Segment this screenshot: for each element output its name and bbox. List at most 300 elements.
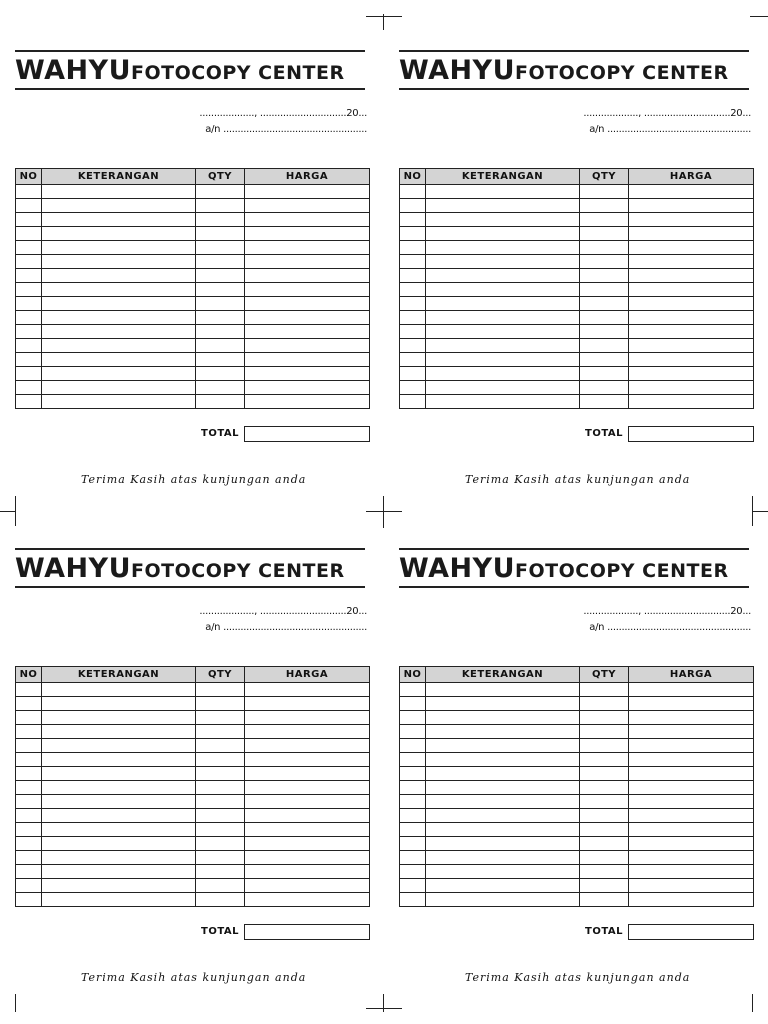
cell-harga bbox=[245, 851, 370, 865]
cell-qty bbox=[196, 753, 245, 767]
total-box bbox=[244, 924, 370, 940]
cell-keterangan bbox=[426, 395, 580, 409]
date-field: ..................., ..............................20... bbox=[583, 606, 751, 617]
col-header-keterangan: KETERANGAN bbox=[426, 169, 580, 185]
cell-qty bbox=[580, 697, 629, 711]
cell-harga bbox=[245, 213, 370, 227]
total-box bbox=[628, 924, 754, 940]
col-header-harga: HARGA bbox=[629, 667, 754, 683]
cell-qty bbox=[196, 241, 245, 255]
crop-mark bbox=[366, 16, 402, 17]
cell-qty bbox=[580, 851, 629, 865]
cell-no bbox=[16, 767, 42, 781]
cell-no bbox=[16, 241, 42, 255]
cell-harga bbox=[629, 781, 754, 795]
table-row bbox=[400, 851, 754, 865]
cell-qty bbox=[196, 697, 245, 711]
cell-keterangan bbox=[42, 781, 196, 795]
date-field: ..................., ..............................20... bbox=[199, 606, 367, 617]
table-row bbox=[16, 879, 370, 893]
cell-qty bbox=[196, 339, 245, 353]
cell-keterangan bbox=[426, 753, 580, 767]
shop-brand bbox=[15, 55, 345, 86]
cell-harga bbox=[245, 683, 370, 697]
cell-qty bbox=[196, 255, 245, 269]
cell-no bbox=[400, 851, 426, 865]
cell-harga bbox=[245, 311, 370, 325]
cell-qty bbox=[580, 823, 629, 837]
cell-no bbox=[400, 837, 426, 851]
cell-qty bbox=[196, 325, 245, 339]
table-row bbox=[400, 325, 754, 339]
cell-qty bbox=[196, 893, 245, 907]
cell-qty bbox=[196, 395, 245, 409]
header-rule-bottom bbox=[399, 88, 749, 90]
table-row bbox=[400, 879, 754, 893]
cell-qty bbox=[196, 185, 245, 199]
total-box bbox=[628, 426, 754, 442]
table-row bbox=[16, 711, 370, 725]
cell-harga bbox=[629, 851, 754, 865]
table-row bbox=[16, 199, 370, 213]
cell-qty bbox=[196, 767, 245, 781]
cell-qty bbox=[580, 269, 629, 283]
cell-qty bbox=[580, 227, 629, 241]
cell-no bbox=[16, 851, 42, 865]
cell-keterangan bbox=[426, 283, 580, 297]
cell-no bbox=[400, 255, 426, 269]
cell-qty bbox=[196, 227, 245, 241]
cell-no bbox=[400, 879, 426, 893]
cell-no bbox=[16, 879, 42, 893]
cell-harga bbox=[245, 395, 370, 409]
cell-qty bbox=[580, 283, 629, 297]
cell-keterangan bbox=[426, 381, 580, 395]
cell-keterangan bbox=[42, 753, 196, 767]
cell-no bbox=[16, 283, 42, 297]
cell-qty bbox=[196, 283, 245, 297]
table-row bbox=[16, 297, 370, 311]
cell-no bbox=[400, 739, 426, 753]
cell-harga bbox=[245, 297, 370, 311]
cell-no bbox=[400, 241, 426, 255]
cell-no bbox=[16, 823, 42, 837]
cell-keterangan bbox=[42, 865, 196, 879]
customer-name-field: a/n .................................................. bbox=[589, 124, 751, 135]
cell-qty bbox=[580, 711, 629, 725]
cell-keterangan bbox=[42, 851, 196, 865]
cell-keterangan bbox=[426, 809, 580, 823]
cell-keterangan bbox=[42, 353, 196, 367]
cell-qty bbox=[580, 367, 629, 381]
cell-harga bbox=[245, 837, 370, 851]
cell-no bbox=[400, 711, 426, 725]
cell-keterangan bbox=[42, 381, 196, 395]
cell-harga bbox=[629, 893, 754, 907]
table-row bbox=[400, 739, 754, 753]
cell-no bbox=[16, 227, 42, 241]
table-row bbox=[400, 753, 754, 767]
cell-qty bbox=[196, 213, 245, 227]
cell-qty bbox=[196, 311, 245, 325]
cell-keterangan bbox=[426, 837, 580, 851]
cell-qty bbox=[580, 725, 629, 739]
col-header-keterangan: KETERANGAN bbox=[42, 169, 196, 185]
cell-keterangan bbox=[42, 283, 196, 297]
date-field: ..................., ..............................20... bbox=[583, 108, 751, 119]
brand-rest: FOTOCOPY CENTER bbox=[131, 62, 345, 84]
cell-keterangan bbox=[426, 367, 580, 381]
cell-keterangan bbox=[42, 185, 196, 199]
table-row bbox=[400, 213, 754, 227]
thank-you-note: Terima Kasih atas kunjungan anda bbox=[465, 473, 691, 486]
cell-qty bbox=[580, 739, 629, 753]
cell-no bbox=[16, 893, 42, 907]
table-row bbox=[400, 823, 754, 837]
table-row bbox=[400, 893, 754, 907]
cell-harga bbox=[629, 311, 754, 325]
table-row bbox=[16, 809, 370, 823]
cell-harga bbox=[245, 865, 370, 879]
cell-keterangan bbox=[426, 199, 580, 213]
cell-qty bbox=[196, 199, 245, 213]
brand-main: WAHYU bbox=[399, 55, 516, 86]
cell-harga bbox=[629, 297, 754, 311]
cell-no bbox=[16, 739, 42, 753]
table-row bbox=[16, 767, 370, 781]
cell-no bbox=[400, 185, 426, 199]
cell-harga bbox=[629, 823, 754, 837]
table-row bbox=[400, 711, 754, 725]
col-header-keterangan: KETERANGAN bbox=[42, 667, 196, 683]
cell-no bbox=[16, 269, 42, 283]
cell-no bbox=[16, 199, 42, 213]
cell-no bbox=[16, 865, 42, 879]
cell-no bbox=[400, 795, 426, 809]
cell-harga bbox=[629, 241, 754, 255]
cell-no bbox=[16, 753, 42, 767]
customer-name-field: a/n .................................................. bbox=[205, 622, 367, 633]
cell-keterangan bbox=[42, 893, 196, 907]
cell-keterangan bbox=[426, 353, 580, 367]
header-rule-top bbox=[399, 50, 749, 52]
cell-harga bbox=[245, 255, 370, 269]
brand-rest: FOTOCOPY CENTER bbox=[131, 560, 345, 582]
cell-keterangan bbox=[42, 837, 196, 851]
cell-no bbox=[400, 367, 426, 381]
crop-mark bbox=[750, 16, 768, 17]
table-row bbox=[16, 185, 370, 199]
table-row bbox=[16, 241, 370, 255]
receipt bbox=[15, 548, 375, 1018]
cell-keterangan bbox=[42, 339, 196, 353]
cell-harga bbox=[245, 725, 370, 739]
col-header-harga: HARGA bbox=[245, 169, 370, 185]
customer-name-field: a/n .................................................. bbox=[589, 622, 751, 633]
col-header-qty: QTY bbox=[196, 667, 245, 683]
header-rule-bottom bbox=[15, 586, 365, 588]
table-row bbox=[16, 339, 370, 353]
cell-qty bbox=[580, 395, 629, 409]
cell-no bbox=[400, 213, 426, 227]
cell-harga bbox=[629, 325, 754, 339]
header-rule-top bbox=[15, 50, 365, 52]
cell-keterangan bbox=[42, 739, 196, 753]
cell-no bbox=[400, 297, 426, 311]
cell-harga bbox=[629, 697, 754, 711]
cell-no bbox=[400, 683, 426, 697]
table-row bbox=[400, 809, 754, 823]
cell-qty bbox=[196, 683, 245, 697]
date-field: ..................., ..............................20... bbox=[199, 108, 367, 119]
cell-harga bbox=[245, 711, 370, 725]
cell-harga bbox=[629, 227, 754, 241]
cell-keterangan bbox=[42, 367, 196, 381]
cell-qty bbox=[580, 297, 629, 311]
thank-you-note: Terima Kasih atas kunjungan anda bbox=[465, 971, 691, 984]
cell-harga bbox=[245, 185, 370, 199]
cell-harga bbox=[629, 199, 754, 213]
cell-harga bbox=[629, 767, 754, 781]
cell-keterangan bbox=[426, 767, 580, 781]
crop-mark bbox=[383, 994, 384, 1012]
cell-keterangan bbox=[426, 795, 580, 809]
cell-qty bbox=[580, 683, 629, 697]
cell-qty bbox=[196, 269, 245, 283]
cell-qty bbox=[580, 199, 629, 213]
cell-qty bbox=[196, 739, 245, 753]
cell-no bbox=[16, 795, 42, 809]
cell-no bbox=[400, 725, 426, 739]
header-rule-bottom bbox=[399, 586, 749, 588]
cell-no bbox=[16, 185, 42, 199]
cell-no bbox=[16, 781, 42, 795]
cell-keterangan bbox=[42, 325, 196, 339]
receipt bbox=[399, 50, 759, 520]
cell-no bbox=[16, 381, 42, 395]
cell-keterangan bbox=[42, 297, 196, 311]
cell-harga bbox=[629, 753, 754, 767]
brand-main: WAHYU bbox=[399, 553, 516, 584]
cell-keterangan bbox=[42, 255, 196, 269]
table-row bbox=[400, 781, 754, 795]
cell-harga bbox=[629, 367, 754, 381]
table-row bbox=[16, 781, 370, 795]
cell-no bbox=[16, 837, 42, 851]
cell-harga bbox=[245, 283, 370, 297]
receipt bbox=[399, 548, 759, 1018]
cell-no bbox=[400, 823, 426, 837]
table-row bbox=[16, 837, 370, 851]
table-row bbox=[16, 851, 370, 865]
cell-qty bbox=[196, 781, 245, 795]
table-row bbox=[400, 339, 754, 353]
cell-no bbox=[400, 353, 426, 367]
table-row bbox=[400, 297, 754, 311]
total-label: TOTAL bbox=[585, 428, 623, 439]
cell-qty bbox=[196, 297, 245, 311]
table-row bbox=[16, 367, 370, 381]
header-rule-top bbox=[399, 548, 749, 550]
cell-qty bbox=[196, 879, 245, 893]
cell-harga bbox=[629, 739, 754, 753]
table-row bbox=[400, 269, 754, 283]
cell-harga bbox=[629, 879, 754, 893]
table-row bbox=[16, 893, 370, 907]
table-row bbox=[400, 227, 754, 241]
cell-no bbox=[16, 367, 42, 381]
col-header-keterangan: KETERANGAN bbox=[426, 667, 580, 683]
cell-keterangan bbox=[426, 185, 580, 199]
thank-you-note: Terima Kasih atas kunjungan anda bbox=[81, 971, 307, 984]
shop-brand bbox=[399, 55, 729, 86]
cell-keterangan bbox=[42, 395, 196, 409]
cell-harga bbox=[245, 809, 370, 823]
cell-qty bbox=[580, 837, 629, 851]
cell-qty bbox=[196, 851, 245, 865]
table-row bbox=[400, 367, 754, 381]
col-header-harga: HARGA bbox=[245, 667, 370, 683]
cell-keterangan bbox=[42, 241, 196, 255]
table-row bbox=[400, 697, 754, 711]
table-row bbox=[400, 795, 754, 809]
cell-keterangan bbox=[426, 893, 580, 907]
total-box bbox=[244, 426, 370, 442]
table-row bbox=[16, 697, 370, 711]
cell-keterangan bbox=[426, 311, 580, 325]
cell-no bbox=[16, 213, 42, 227]
items-table bbox=[399, 666, 754, 907]
cell-harga bbox=[629, 185, 754, 199]
cell-harga bbox=[245, 795, 370, 809]
cell-keterangan bbox=[426, 241, 580, 255]
cell-keterangan bbox=[42, 213, 196, 227]
table-row bbox=[16, 395, 370, 409]
cell-keterangan bbox=[42, 823, 196, 837]
cell-qty bbox=[196, 865, 245, 879]
cell-no bbox=[400, 781, 426, 795]
cell-harga bbox=[629, 725, 754, 739]
cell-qty bbox=[580, 753, 629, 767]
table-row bbox=[400, 311, 754, 325]
cell-qty bbox=[196, 353, 245, 367]
cell-qty bbox=[196, 711, 245, 725]
table-row bbox=[400, 353, 754, 367]
cell-harga bbox=[245, 753, 370, 767]
cell-no bbox=[400, 199, 426, 213]
cell-harga bbox=[629, 683, 754, 697]
table-row bbox=[16, 227, 370, 241]
cell-qty bbox=[196, 837, 245, 851]
cell-harga bbox=[245, 269, 370, 283]
table-row bbox=[400, 381, 754, 395]
cell-no bbox=[16, 339, 42, 353]
cell-no bbox=[400, 767, 426, 781]
cell-keterangan bbox=[42, 809, 196, 823]
cell-qty bbox=[580, 339, 629, 353]
cell-keterangan bbox=[426, 781, 580, 795]
cell-keterangan bbox=[426, 739, 580, 753]
cell-qty bbox=[196, 809, 245, 823]
cell-qty bbox=[580, 893, 629, 907]
cell-keterangan bbox=[426, 851, 580, 865]
cell-no bbox=[16, 697, 42, 711]
cell-qty bbox=[580, 767, 629, 781]
total-label: TOTAL bbox=[201, 428, 239, 439]
total-row bbox=[15, 924, 369, 940]
cell-keterangan bbox=[426, 269, 580, 283]
cell-keterangan bbox=[426, 823, 580, 837]
cell-qty bbox=[580, 381, 629, 395]
cell-no bbox=[16, 725, 42, 739]
cell-harga bbox=[629, 283, 754, 297]
cell-qty bbox=[580, 213, 629, 227]
table-row bbox=[400, 865, 754, 879]
table-row bbox=[16, 683, 370, 697]
col-header-qty: QTY bbox=[196, 169, 245, 185]
cell-no bbox=[400, 753, 426, 767]
crop-mark bbox=[383, 496, 384, 528]
col-header-no: NO bbox=[400, 667, 426, 683]
brand-rest: FOTOCOPY CENTER bbox=[515, 560, 729, 582]
cell-qty bbox=[196, 381, 245, 395]
cell-no bbox=[400, 283, 426, 297]
cell-no bbox=[16, 311, 42, 325]
col-header-no: NO bbox=[16, 667, 42, 683]
cell-harga bbox=[629, 339, 754, 353]
cell-no bbox=[400, 865, 426, 879]
cell-no bbox=[16, 683, 42, 697]
cell-harga bbox=[245, 823, 370, 837]
cell-qty bbox=[196, 367, 245, 381]
cell-harga bbox=[245, 199, 370, 213]
cell-keterangan bbox=[42, 725, 196, 739]
col-header-qty: QTY bbox=[580, 169, 629, 185]
cell-harga bbox=[629, 255, 754, 269]
cell-keterangan bbox=[42, 711, 196, 725]
cell-no bbox=[400, 697, 426, 711]
total-row bbox=[399, 426, 753, 442]
table-row bbox=[16, 865, 370, 879]
cell-no bbox=[400, 809, 426, 823]
cell-no bbox=[16, 297, 42, 311]
table-row bbox=[400, 837, 754, 851]
cell-no bbox=[16, 353, 42, 367]
cell-keterangan bbox=[42, 199, 196, 213]
cell-no bbox=[400, 395, 426, 409]
table-row bbox=[16, 255, 370, 269]
cell-keterangan bbox=[426, 865, 580, 879]
table-row bbox=[400, 241, 754, 255]
cell-harga bbox=[629, 213, 754, 227]
table-row bbox=[16, 823, 370, 837]
cell-harga bbox=[629, 269, 754, 283]
cell-harga bbox=[629, 353, 754, 367]
cell-harga bbox=[245, 339, 370, 353]
cell-keterangan bbox=[426, 683, 580, 697]
cell-harga bbox=[245, 893, 370, 907]
col-header-no: NO bbox=[16, 169, 42, 185]
cell-qty bbox=[580, 185, 629, 199]
items-table bbox=[399, 168, 754, 409]
col-header-no: NO bbox=[400, 169, 426, 185]
header-rule-top bbox=[15, 548, 365, 550]
col-header-qty: QTY bbox=[580, 667, 629, 683]
total-row bbox=[399, 924, 753, 940]
cell-qty bbox=[196, 823, 245, 837]
header-rule-bottom bbox=[15, 88, 365, 90]
cell-keterangan bbox=[426, 879, 580, 893]
